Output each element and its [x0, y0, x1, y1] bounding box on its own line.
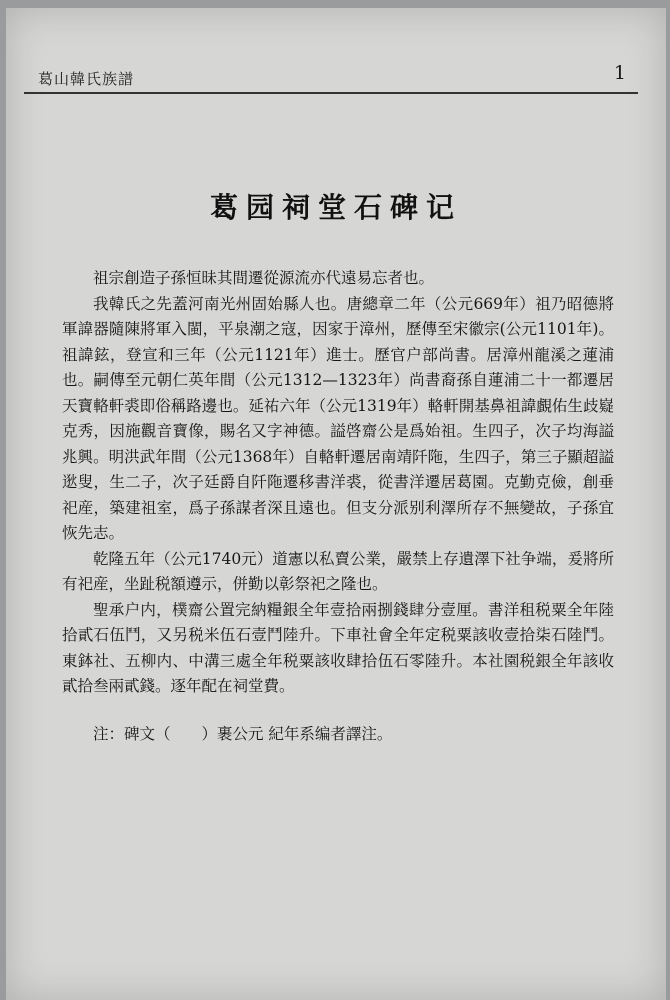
- bleed-through-text: [56, 126, 248, 143]
- paragraph: 聖承户内，樸齋公置完納糧銀全年壹拾兩捌錢肆分壹厘。書洋租税粟全年陸拾貳石伍鬥，又另税米伍石壹鬥陸升。下車社會全年定税粟該收壹拾柒石陸鬥。東鉢社、五柳内、中溝三處全年税粟該收肆拾伍石零陸升。本社園税銀全年該收貳拾叁兩貳錢。逐年配在祠堂費。: [62, 600, 614, 695]
- header-rule: [24, 92, 638, 94]
- page-header: [24, 60, 638, 94]
- paragraph: 祖宗創造子孫恒昧其間遷從源流亦代遠易忘者也。: [93, 269, 435, 287]
- scanned-page: [6, 8, 666, 1000]
- paragraph: 我韓氏之先蓋河南光州固始縣人也。唐總章二年（公元669年）祖乃昭德將軍諱器隨陳將軍入閩，平泉潮之寇，因家于漳州，歷傳至宋徽宗(公元1101年)。祖諱鉉，登宣和三年（公元1121年）進士。歷官户部尚書。居漳州龍溪之蓮浦也。嗣傳至元朝仁英年間（公元1312—1323年）尚書裔孫自蓮浦二十一都遷居天寶輅軒裘即俗稱路邊也。延祐六年（公元1319年）輅軒開基鼻祖諱覰佑生歧嶷克秀，因施觀音寶像，賜名又字神德。謚啓齋公是爲始祖。生四子，次子均海謚兆興。明洪武年間（公元1368年）自輅軒遷居南靖阡陁，生四子，第三子顯超謚逖叟，生二子，次子廷爵自阡陁遷移書洋裘，從書洋遷居葛園。克勤克儉，創垂祀産，築建祖室，爲子孫謀者深且遠也。但支分派别利澤所存不無變故，子孫宜恢先志。: [62, 294, 614, 542]
- footnote: 注：碑文（ ）裹公元 紀年系编者譯注。: [93, 724, 393, 743]
- body-text: [62, 266, 614, 747]
- running-head-title: 葛山韓氏族譜: [38, 70, 135, 88]
- document-title: 葛园祠堂石碑记: [209, 191, 462, 224]
- page-number: 1: [613, 62, 626, 84]
- paragraph: 乾隆五年（公元1740元）道憲以私賣公業，嚴禁上存遺澤下社争端，爰將所有祀産，坐趾税額遵示，併勤以彰祭祀之隆也。: [62, 549, 614, 593]
